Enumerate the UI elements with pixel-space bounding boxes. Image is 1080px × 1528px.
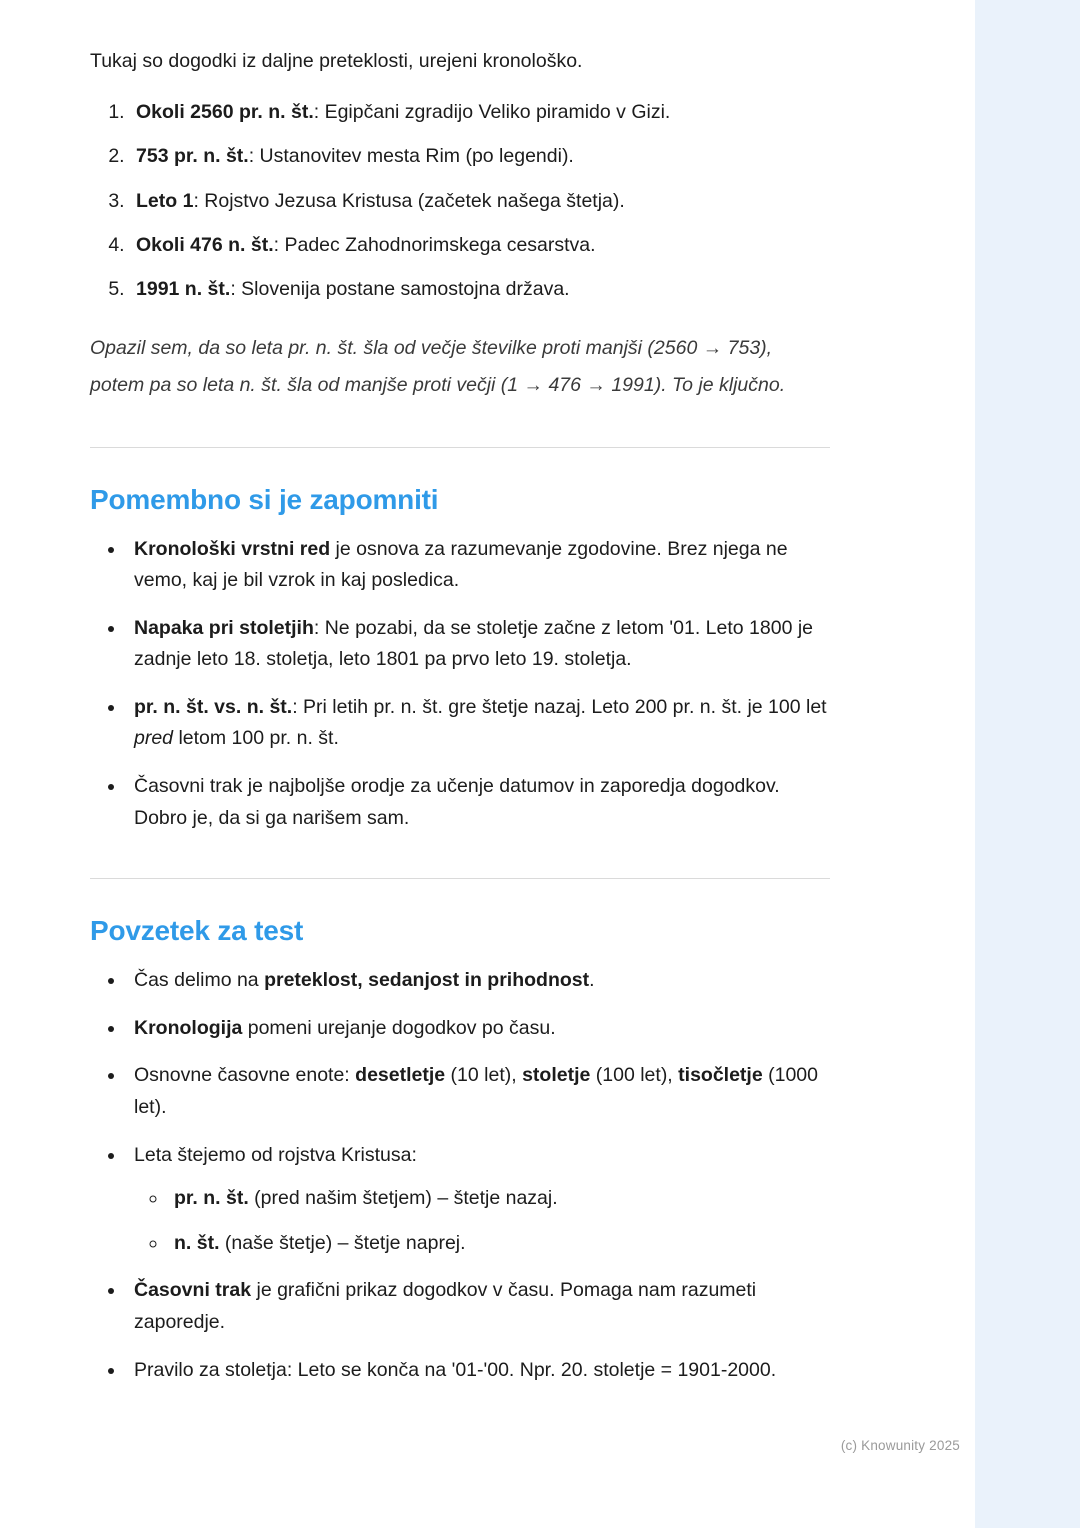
list-item bbox=[126, 1140, 830, 1260]
event-description: : Padec Zahodnorimskega cesarstva. bbox=[273, 233, 596, 256]
event-term: Okoli 2560 pr. n. št. bbox=[136, 101, 314, 124]
page-right-margin-strip bbox=[975, 0, 1080, 1528]
intro-paragraph: Tukaj so dogodki iz daljne preteklosti, urejeni kronološko. bbox=[90, 50, 583, 72]
list-item bbox=[126, 771, 830, 834]
section-divider bbox=[90, 447, 830, 448]
bullet-term: Kronologija bbox=[134, 1016, 243, 1039]
bullet-emphasis: pred bbox=[134, 727, 174, 750]
list-item bbox=[130, 231, 830, 260]
section-title-summary: Povzetek za test bbox=[90, 915, 304, 947]
list-item bbox=[126, 613, 830, 676]
observation-note: Opazil sem, da so leta pr. n. št. šla od večje številke proti manjši (2560 → 753), potem pa so leta n. št. šla od manjše proti večji (1 → 476 → 1991). To je ključno. bbox=[90, 337, 786, 396]
bullet-text: pomeni urejanje dogodkov po času. bbox=[242, 1016, 556, 1039]
bullet-text-3: (1000 let). bbox=[134, 1064, 818, 1118]
sub-bullet-term: pr. n. št. bbox=[174, 1187, 249, 1210]
list-item bbox=[126, 1060, 830, 1123]
event-description: : Rojstvo Jezusa Kristusa (začetek našega štetja). bbox=[193, 189, 625, 212]
event-term: Leto 1 bbox=[136, 189, 194, 212]
list-item bbox=[168, 1228, 830, 1259]
bullet-text-tail: letom 100 pr. n. št. bbox=[173, 727, 339, 750]
bullet-prefix: Čas delimo na bbox=[134, 969, 265, 992]
bullet-term-3: tisočletje bbox=[678, 1064, 763, 1087]
list-item bbox=[126, 1275, 830, 1338]
list-item bbox=[126, 534, 830, 597]
list-item bbox=[130, 275, 830, 304]
list-item bbox=[126, 1013, 830, 1045]
event-term: 1991 n. št. bbox=[136, 278, 231, 301]
copyright-footer: (c) Knowunity 2025 bbox=[840, 1438, 960, 1453]
bullet-term: Napaka pri stoletjih bbox=[134, 616, 314, 639]
bullet-text: : Ne pozabi, da se stoletje začne z letom '01. Leto 1800 je zadnje leto 18. stoletja, leto 1801 pa prvo leto 19. stoletja. bbox=[134, 616, 814, 671]
list-item bbox=[130, 142, 830, 171]
bullet-text-2: (100 let), bbox=[590, 1064, 679, 1087]
list-item bbox=[126, 965, 830, 997]
bullet-text: Leta štejemo od rojstva Kristusa: bbox=[134, 1143, 417, 1166]
list-item bbox=[126, 1355, 830, 1387]
bullet-prefix: Osnovne časovne enote: bbox=[134, 1064, 356, 1087]
remember-bullet-list bbox=[90, 534, 830, 835]
event-description: : Ustanovitev mesta Rim (po legendi). bbox=[248, 145, 574, 168]
counting-sub-list bbox=[134, 1183, 830, 1259]
summary-bullet-list bbox=[90, 965, 830, 1386]
document-content bbox=[90, 46, 830, 1402]
bullet-term: Kronološki vrstni red bbox=[134, 537, 331, 560]
section-title-remember: Pomembno si je zapomniti bbox=[90, 483, 439, 515]
sub-bullet-text: (pred našim štetjem) – štetje nazaj. bbox=[248, 1187, 558, 1210]
bullet-term: preteklost, sedanjost in prihodnost bbox=[264, 969, 590, 992]
sub-bullet-text: (naše štetje) – štetje naprej. bbox=[219, 1232, 466, 1255]
bullet-text: je grafični prikaz dogodkov v času. Pomaga nam razumeti zaporedje. bbox=[134, 1279, 757, 1334]
list-item bbox=[130, 187, 830, 216]
bullet-term-2: stoletje bbox=[522, 1064, 591, 1087]
event-description: : Slovenija postane samostojna država. bbox=[230, 278, 570, 301]
bullet-text: Časovni trak je najboljše orodje za učenje datumov in zaporedja dogodkov. Dobro je, da si ga narišem sam. bbox=[134, 775, 780, 829]
bullet-term: desetletje bbox=[355, 1064, 446, 1087]
event-description: : Egipčani zgradijo Veliko piramido v Gizi. bbox=[313, 101, 671, 124]
list-item bbox=[168, 1183, 830, 1214]
bullet-text: (10 let), bbox=[445, 1064, 523, 1087]
event-term: Okoli 476 n. št. bbox=[136, 233, 274, 256]
event-term: 753 pr. n. št. bbox=[136, 145, 249, 168]
bullet-term: Časovni trak bbox=[134, 1279, 252, 1302]
bullet-text: : Pri letih pr. n. št. gre štetje nazaj. Leto 200 pr. n. št. je 100 let bbox=[292, 695, 827, 718]
page-right-margin-gap bbox=[969, 0, 975, 1528]
bullet-term: pr. n. št. vs. n. št. bbox=[134, 695, 293, 718]
bullet-text: Pravilo za stoletja: Leto se konča na '01-'00. Npr. 20. stoletje = 1901-2000. bbox=[134, 1358, 777, 1381]
bullet-text: je osnova za razumevanje zgodovine. Brez njega ne vemo, kaj je bil vzrok in kaj posledica. bbox=[134, 537, 788, 592]
sub-bullet-term: n. št. bbox=[174, 1232, 220, 1255]
section-divider bbox=[90, 878, 830, 879]
list-item bbox=[130, 98, 830, 127]
chronological-events-list bbox=[90, 98, 830, 304]
bullet-text: . bbox=[589, 969, 595, 992]
list-item bbox=[126, 692, 830, 755]
